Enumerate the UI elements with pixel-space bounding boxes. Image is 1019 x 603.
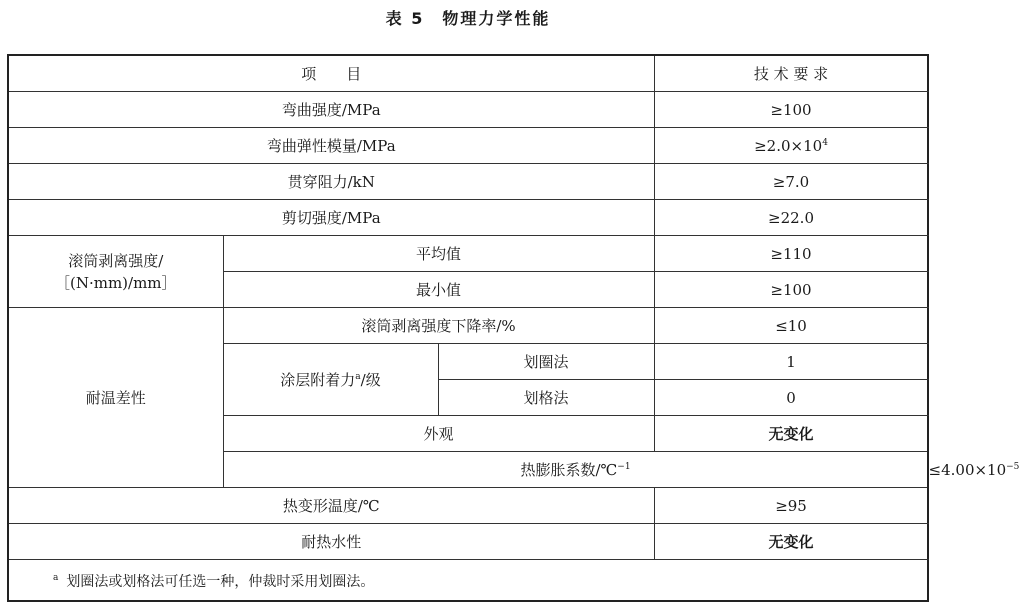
- value-base: ≤4.00×10: [928, 460, 1007, 479]
- peel-group-label: [8, 236, 223, 308]
- row-label: 弯曲强度/MPa: [8, 92, 654, 128]
- label-exponent: −1: [617, 461, 631, 472]
- row-label: 滚筒剥离强度下降率/%: [223, 308, 654, 344]
- row-label: 贯穿阻力/kN: [8, 164, 654, 200]
- adhesion-unit: /级: [360, 370, 381, 389]
- row-value: 0: [654, 380, 928, 416]
- table-title: 表 5 物理力学性能: [385, 9, 551, 28]
- row-label: 划圈法: [438, 344, 654, 380]
- row-value: [654, 128, 928, 164]
- footnote-row: [8, 560, 928, 602]
- row-label: [223, 452, 928, 488]
- row-value: ≥100: [654, 92, 928, 128]
- header-row: [8, 55, 928, 92]
- value-base: ≥2.0×10: [754, 136, 823, 155]
- table-row: [8, 236, 928, 272]
- row-value: ≥22.0: [654, 200, 928, 236]
- table-row: [8, 488, 928, 524]
- row-label: 剪切强度/MPa: [8, 200, 654, 236]
- row-label: 平均值: [223, 236, 654, 272]
- table-row: [8, 128, 928, 164]
- table-row: [8, 308, 928, 344]
- adhesion-label: [223, 344, 438, 416]
- temp-diff-label: 耐温差性: [8, 308, 223, 488]
- peel-label-line1: 滚筒剥离强度/: [68, 251, 164, 270]
- row-label: 耐热水性: [8, 524, 654, 560]
- row-value: ≥7.0: [654, 164, 928, 200]
- row-value: 1: [654, 344, 928, 380]
- footnote-mark: a: [355, 371, 361, 382]
- row-value: ≤10: [654, 308, 928, 344]
- footnote: [8, 560, 928, 602]
- row-value: 无变化: [654, 416, 928, 452]
- value-exponent: −5: [1006, 461, 1019, 472]
- row-label: 划格法: [438, 380, 654, 416]
- table-row: [8, 524, 928, 560]
- value-exponent: 4: [822, 137, 828, 148]
- row-label: 最小值: [223, 272, 654, 308]
- row-label: 弯曲弹性模量/MPa: [8, 128, 654, 164]
- peel-label-line2: ［(N·mm)/mm］: [54, 273, 177, 292]
- table-row: [8, 200, 928, 236]
- row-label: 热变形温度/℃: [8, 488, 654, 524]
- adhesion-text: 涂层附着力: [280, 370, 356, 389]
- header-item: 项 目: [8, 55, 654, 92]
- row-value: 无变化: [654, 524, 928, 560]
- row-value: ≥100: [654, 272, 928, 308]
- table-row: [8, 92, 928, 128]
- row-value: ≥95: [654, 488, 928, 524]
- footnote-mark: a: [53, 573, 59, 583]
- row-label: 外观: [223, 416, 654, 452]
- table-row: [8, 164, 928, 200]
- footnote-text: 划圈法或划格法可任选一种，仲裁时采用划圈法。: [66, 574, 375, 590]
- header-requirement: 技 术 要 求: [654, 55, 928, 92]
- label-base: 热膨胀系数/℃: [520, 460, 618, 479]
- row-value: ≥110: [654, 236, 928, 272]
